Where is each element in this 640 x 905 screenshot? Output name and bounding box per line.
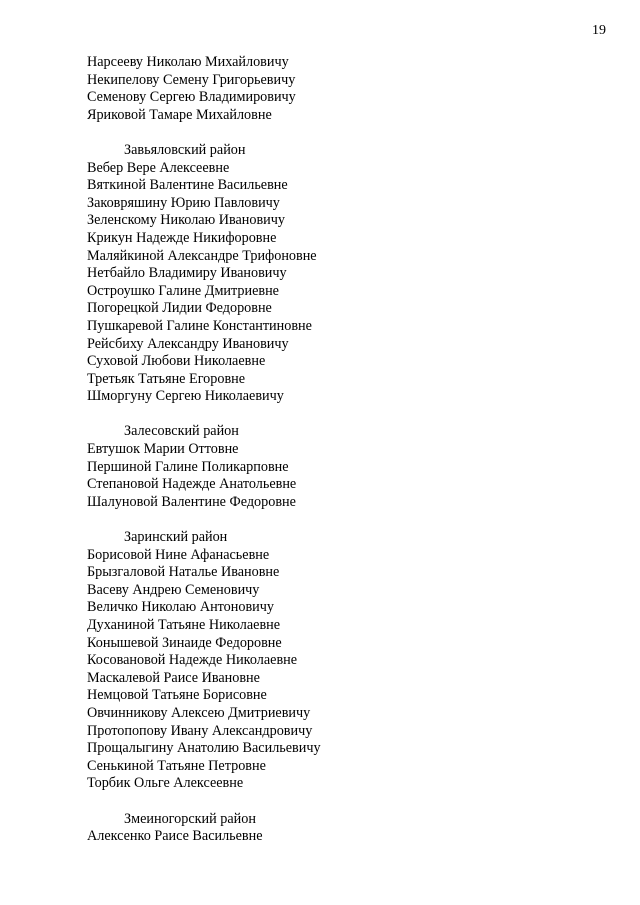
document-body <box>87 54 607 846</box>
list-item: Третьяк Татьяне Егоровне <box>87 370 246 387</box>
list-item: Нарсееву Николаю Михайловичу <box>87 54 289 70</box>
list-item: Евтушок Марии Оттовне <box>87 441 239 458</box>
list-item: Брызгаловой Наталье Ивановне <box>87 564 280 581</box>
list-item: Протопопову Ивану Александровичу <box>87 722 313 739</box>
list-item: Шалуновой Валентине Федоровне <box>87 493 296 510</box>
list-item: Немцовой Татьяне Борисовне <box>87 687 267 704</box>
page-number: 19 <box>592 23 606 38</box>
list-item: Шморгуну Сергею Николаевичу <box>87 388 284 405</box>
list-item: Величко Николаю Антоновичу <box>87 599 274 616</box>
list-item: Семенову Сергею Владимировичу <box>87 89 296 106</box>
district-section <box>87 423 607 511</box>
list-item: Маляйкиной Александре Трифоновне <box>87 247 317 264</box>
list-item: Пушкаревой Галине Константиновне <box>87 317 312 334</box>
list-item: Вебер Вере Алексеевне <box>87 159 230 176</box>
list-item: Овчинникову Алексею Дмитриевичу <box>87 704 311 721</box>
list-item: Сенькиной Татьяне Петровне <box>87 757 266 774</box>
list-item: Алексенко Раисе Васильевне <box>87 828 263 845</box>
list-item: Духаниной Татьяне Николаевне <box>87 617 281 633</box>
district-section <box>87 529 607 793</box>
list-item: Конышевой Зинаиде Федоровне <box>87 634 282 651</box>
list-item: Некипелову Семену Григорьевичу <box>87 71 296 88</box>
list-item: Заковряшину Юрию Павловичу <box>87 194 280 211</box>
list-item: Рейсбиху Александру Ивановичу <box>87 335 289 352</box>
list-item: Погорецкой Лидии Федоровне <box>87 300 272 317</box>
list-item: Степановой Надежде Анатольевне <box>87 476 297 493</box>
list-item: Борисовой Нине Афанасьевне <box>87 546 270 563</box>
list-item: Нетбайло Владимиру Ивановичу <box>87 265 287 282</box>
list-item: Зеленскому Николаю Ивановичу <box>87 212 285 229</box>
list-item: Яриковой Тамаре Михайловне <box>87 106 272 123</box>
list-item: Крикун Надежде Никифоровне <box>87 229 277 246</box>
list-item: Остроушко Галине Дмитриевне <box>87 282 279 299</box>
list-item: Маскалевой Раисе Ивановне <box>87 669 260 686</box>
list-item: Першиной Галине Поликарповне <box>87 458 289 475</box>
district-section <box>87 142 607 406</box>
district-heading: Залесовский район <box>124 423 239 440</box>
list-item: Васеву Андрею Семеновичу <box>87 581 260 598</box>
intro-name-list <box>87 54 607 124</box>
district-heading: Заринский район <box>124 529 228 546</box>
list-item: Прощалыгину Анатолию Васильевичу <box>87 740 321 757</box>
list-item: Косовановой Надежде Николаевне <box>87 652 298 669</box>
district-heading: Завьяловский район <box>124 141 246 158</box>
list-item: Суховой Любови Николаевне <box>87 353 266 370</box>
list-item: Торбик Ольге Алексеевне <box>87 775 244 792</box>
district-section <box>87 811 607 846</box>
district-heading: Змеиногорский район <box>124 810 256 827</box>
list-item: Вяткиной Валентине Васильевне <box>87 177 288 194</box>
